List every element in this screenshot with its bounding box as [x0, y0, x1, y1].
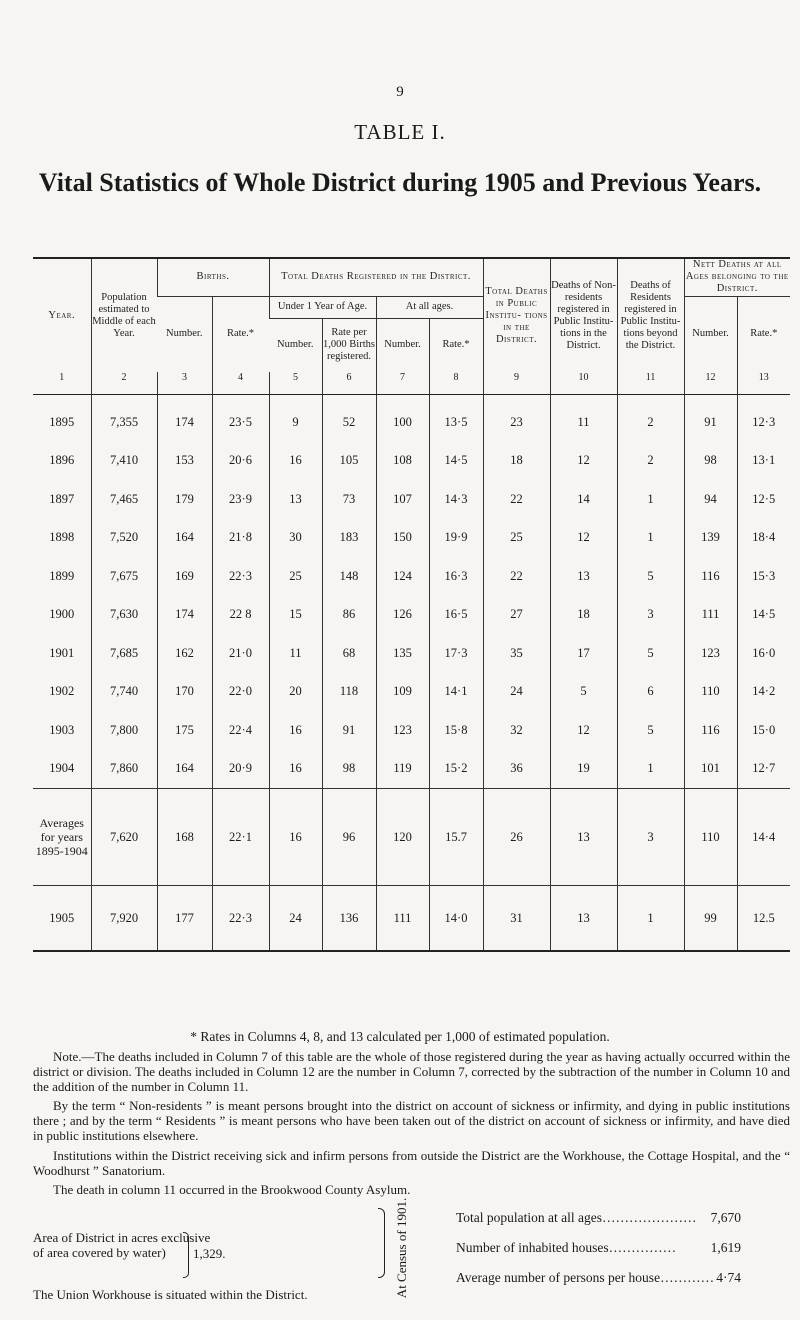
- table-cell: 153: [157, 442, 212, 481]
- table-cell: 11: [269, 634, 322, 673]
- table-cell: 124: [376, 557, 429, 596]
- vital-statistics-table: [33, 257, 790, 952]
- table-cell: 14·1: [429, 673, 483, 712]
- table-cell: 17: [550, 634, 617, 673]
- houses-value: 1,619: [710, 1240, 741, 1255]
- table-cell: 11: [550, 403, 617, 442]
- table-cell: 123: [684, 634, 737, 673]
- table-cell: 1: [617, 480, 684, 519]
- table-cell: 52: [322, 403, 376, 442]
- table-cell: 73: [322, 480, 376, 519]
- table-cell: 101: [684, 750, 737, 789]
- column-number: 8: [429, 372, 483, 395]
- table-cell: 18: [550, 596, 617, 635]
- houses-label: Number of inhabited houses: [456, 1240, 609, 1255]
- table-cell: 15·0: [737, 711, 790, 750]
- table-cell: 179: [157, 480, 212, 519]
- table-cell: 148: [322, 557, 376, 596]
- table-cell: 22 8: [212, 596, 269, 635]
- averages-cell: 120: [376, 789, 429, 886]
- table-cell: 22·4: [212, 711, 269, 750]
- table-label: TABLE I.: [354, 120, 446, 144]
- header-nett-number: Number.: [684, 296, 737, 372]
- table-cell: 12: [550, 442, 617, 481]
- table-cell: 1: [617, 750, 684, 789]
- table-row: [33, 750, 790, 789]
- table-cell: 32: [483, 711, 550, 750]
- header-births-number: Number.: [166, 328, 203, 340]
- averages-cell: 7,620: [91, 789, 157, 886]
- current-year-cell: 136: [322, 886, 376, 952]
- table-cell: 7,410: [91, 442, 157, 481]
- averages-cell: 26: [483, 789, 550, 886]
- table-cell: 183: [322, 519, 376, 558]
- row-year: 1895: [49, 414, 75, 429]
- current-year-cell: 12.5: [737, 886, 790, 952]
- current-year-cell: 24: [269, 886, 322, 952]
- column-number: 6: [322, 372, 376, 395]
- table-cell: 7,465: [91, 480, 157, 519]
- row-year: 1901: [49, 645, 75, 660]
- table-cell: 126: [376, 596, 429, 635]
- table-cell: 35: [483, 634, 550, 673]
- column-number: 11: [617, 372, 684, 395]
- table-cell: 5: [550, 673, 617, 712]
- table-cell: 25: [269, 557, 322, 596]
- residents-paragraph: By the term “ Non-residents ” is meant persons brought into the district on account of sickness or infirmity, and dying in public institutions there ; and by the term “ Residents ” is meant persons who have been taken out of the district on account of sickness or infirmity, and have died in public institutions elsewhere.: [33, 1098, 790, 1143]
- table-cell: 7,355: [91, 403, 157, 442]
- persons-label: Average number of persons per house: [456, 1270, 661, 1285]
- table-cell: 19·9: [429, 519, 483, 558]
- current-year-cell: 1: [617, 886, 684, 952]
- table-cell: 170: [157, 673, 212, 712]
- table-cell: 18: [483, 442, 550, 481]
- area-label: Area of District in acres exclusive of area covered by water): [33, 1230, 211, 1260]
- row-year: 1903: [49, 722, 75, 737]
- table-cell: 20·9: [212, 750, 269, 789]
- note-paragraph: Note.—The deaths included in Column 7 of this table are the whole of those registered during the year as having actually occurred within the district or division. The deaths included in Column 12 are the number in Column 7, corrected by the subtraction of the number in Column 10 and the addition of the number in Column 11.: [33, 1049, 790, 1094]
- averages-cell: 15.7: [429, 789, 483, 886]
- row-year: 1897: [49, 491, 75, 506]
- table-cell: 7,685: [91, 634, 157, 673]
- table-cell: 14·5: [429, 442, 483, 481]
- header-total-deaths-registered: Total Deaths Registered in the District.: [269, 258, 483, 296]
- table-cell: 105: [322, 442, 376, 481]
- table-cell: 13: [550, 557, 617, 596]
- table-row: [33, 519, 790, 558]
- table-cell: 174: [157, 403, 212, 442]
- header-year: Year.: [48, 309, 76, 321]
- table-cell: 135: [376, 634, 429, 673]
- page-title: Vital Statistics of Whole District during 1905 and Previous Years.: [38, 168, 762, 197]
- averages-cell: 110: [684, 789, 737, 886]
- averages-row: [33, 789, 790, 886]
- table-cell: 14: [550, 480, 617, 519]
- table-cell: 150: [376, 519, 429, 558]
- table-row: [33, 711, 790, 750]
- table-cell: 22: [483, 557, 550, 596]
- table-cell: 23·5: [212, 403, 269, 442]
- table-cell: 17·3: [429, 634, 483, 673]
- row-year: 1900: [49, 607, 75, 622]
- header-nett-deaths: Nett Deaths at all Ages belonging to the District.: [685, 259, 789, 295]
- table-cell: 15·3: [737, 557, 790, 596]
- averages-cell: 22·1: [212, 789, 269, 886]
- table-cell: 21·0: [212, 634, 269, 673]
- row-year: 1899: [49, 568, 75, 583]
- table-cell: 109: [376, 673, 429, 712]
- table-cell: 13·1: [737, 442, 790, 481]
- header-residents-beyond: Deaths of Residents registered in Public Institu- tions beyond the District.: [617, 258, 684, 372]
- table-row: [33, 480, 790, 519]
- table-cell: 12·5: [737, 480, 790, 519]
- table-cell: 7,860: [91, 750, 157, 789]
- table-cell: 15·8: [429, 711, 483, 750]
- table-cell: 1: [617, 519, 684, 558]
- table-cell: 30: [269, 519, 322, 558]
- table-cell: 98: [684, 442, 737, 481]
- averages-label: Averages for years 1895-1904: [33, 789, 91, 886]
- table-cell: 14·2: [737, 673, 790, 712]
- table-cell: 2: [617, 403, 684, 442]
- table-cell: 21·8: [212, 519, 269, 558]
- column-number: 2: [91, 372, 157, 395]
- table-cell: 24: [483, 673, 550, 712]
- table-cell: 12: [550, 519, 617, 558]
- header-all-ages-number: Number.: [376, 318, 429, 372]
- table-cell: 162: [157, 634, 212, 673]
- table-cell: 16·0: [737, 634, 790, 673]
- column-number: 10: [550, 372, 617, 395]
- current-year-cell: 177: [157, 886, 212, 952]
- table-cell: 164: [157, 519, 212, 558]
- table-row: [33, 442, 790, 481]
- averages-cell: 13: [550, 789, 617, 886]
- table-cell: 7,800: [91, 711, 157, 750]
- current-year-cell: 13: [550, 886, 617, 952]
- table-cell: 12·7: [737, 750, 790, 789]
- table-cell: 2: [617, 442, 684, 481]
- table-cell: 18·4: [737, 519, 790, 558]
- column-number: 4: [212, 372, 269, 395]
- table-cell: 91: [684, 403, 737, 442]
- averages-cell: 168: [157, 789, 212, 886]
- current-year-cell: 99: [684, 886, 737, 952]
- table-cell: 15·2: [429, 750, 483, 789]
- table-cell: 118: [322, 673, 376, 712]
- table-cell: 108: [376, 442, 429, 481]
- averages-cell: 3: [617, 789, 684, 886]
- table-cell: 22: [483, 480, 550, 519]
- rates-footnote: * Rates in Columns 4, 8, and 13 calculated per 1,000 of estimated population.: [190, 1029, 610, 1044]
- census-side-label: At Census of 1901.: [394, 1197, 409, 1299]
- header-nett-rate: Rate.*: [737, 296, 790, 372]
- averages-cell: 14·4: [737, 789, 790, 886]
- table-cell: 16: [269, 711, 322, 750]
- table-cell: 12: [550, 711, 617, 750]
- table-cell: 100: [376, 403, 429, 442]
- table-cell: 13: [269, 480, 322, 519]
- table-cell: 94: [684, 480, 737, 519]
- header-under-1-number: Number.: [277, 339, 314, 351]
- table-cell: 25: [483, 519, 550, 558]
- table-cell: 16·3: [429, 557, 483, 596]
- table-cell: 36: [483, 750, 550, 789]
- table-cell: 175: [157, 711, 212, 750]
- table-cell: 27: [483, 596, 550, 635]
- column-number: 3: [157, 372, 212, 395]
- table-cell: 116: [684, 711, 737, 750]
- row-year: 1898: [49, 530, 75, 545]
- averages-cell: 96: [322, 789, 376, 886]
- header-under-1-rate: Rate per 1,000 Births registered.: [322, 318, 376, 372]
- census-summary: Total population at all ages………………… 7,670 Number of inhabited houses…………… 1,619 Average number of persons per house………… 4·74: [456, 1210, 741, 1285]
- column-number: 13: [737, 372, 790, 395]
- column-number: 12: [684, 372, 737, 395]
- column-number: 5: [269, 372, 322, 395]
- header-all-ages-rate: Rate.*: [429, 318, 483, 372]
- census-brace: [378, 1208, 385, 1278]
- header-births-rate: Rate.*: [212, 296, 269, 372]
- current-year-row: [33, 886, 790, 952]
- table-row: [33, 557, 790, 596]
- table-cell: 7,520: [91, 519, 157, 558]
- table-cell: 7,630: [91, 596, 157, 635]
- table-row: [33, 596, 790, 635]
- table-cell: 98: [322, 750, 376, 789]
- current-year-cell: 14·0: [429, 886, 483, 952]
- table-cell: 86: [322, 596, 376, 635]
- table-cell: 91: [322, 711, 376, 750]
- header-population: Population estimated to Middle of each Year.: [91, 258, 157, 372]
- header-all-ages: At all ages.: [376, 296, 483, 318]
- table-cell: 7,675: [91, 557, 157, 596]
- brookwood-sentence: The death in column 11 occurred in the Brookwood County Asylum.: [53, 1182, 411, 1197]
- table-cell: 12·3: [737, 403, 790, 442]
- table-cell: 169: [157, 557, 212, 596]
- table-cell: 5: [617, 634, 684, 673]
- column-number: 1: [33, 372, 91, 395]
- table-cell: 16: [269, 750, 322, 789]
- table-cell: 3: [617, 596, 684, 635]
- table-cell: 111: [684, 596, 737, 635]
- total-population-value: 7,670: [710, 1210, 741, 1225]
- current-year-cell: 31: [483, 886, 550, 952]
- area-value: 1,329.: [193, 1246, 226, 1261]
- current-year-cell: 7,920: [91, 886, 157, 952]
- table-cell: 13·5: [429, 403, 483, 442]
- table-cell: 5: [617, 711, 684, 750]
- page-number: 9: [396, 84, 404, 100]
- table-cell: 116: [684, 557, 737, 596]
- row-year: 1904: [49, 761, 75, 776]
- table-cell: 20·6: [212, 442, 269, 481]
- table-cell: 174: [157, 596, 212, 635]
- table-cell: 16: [269, 442, 322, 481]
- table-cell: 123: [376, 711, 429, 750]
- row-year: 1896: [49, 453, 75, 468]
- table-cell: 6: [617, 673, 684, 712]
- table-cell: 68: [322, 634, 376, 673]
- table-cell: 20: [269, 673, 322, 712]
- current-year-label: 1905: [49, 910, 75, 925]
- table-cell: 164: [157, 750, 212, 789]
- row-year: 1902: [49, 684, 75, 699]
- table-cell: 23·9: [212, 480, 269, 519]
- persons-value: 4·74: [716, 1270, 741, 1285]
- table-cell: 15: [269, 596, 322, 635]
- institutions-paragraph: Institutions within the District receiving sick and infirm persons from outside the District are the Workhouse, the Cottage Hospital, and the “ Woodhurst ” Sanatorium.: [33, 1148, 790, 1178]
- header-under-1-year: Under 1 Year of Age.: [269, 296, 376, 318]
- table-cell: 22·3: [212, 557, 269, 596]
- table-cell: 5: [617, 557, 684, 596]
- table-cell: 139: [684, 519, 737, 558]
- column-number: 7: [376, 372, 429, 395]
- column-numbers-row: [33, 372, 790, 395]
- table-cell: 14·5: [737, 596, 790, 635]
- total-population-label: Total population at all ages: [456, 1210, 603, 1225]
- current-year-cell: 22·3: [212, 886, 269, 952]
- header-non-residents: Deaths of Non- residents registered in Public Institu- tions in the District.: [550, 258, 617, 372]
- table-cell: 9: [269, 403, 322, 442]
- table-cell: 22·0: [212, 673, 269, 712]
- table-cell: 119: [376, 750, 429, 789]
- column-number: 9: [483, 372, 550, 395]
- table-cell: 107: [376, 480, 429, 519]
- header-total-deaths-institutions: Total Deaths in Public Institu- tions in the District.: [483, 258, 550, 372]
- table-row: [33, 634, 790, 673]
- table-cell: 110: [684, 673, 737, 712]
- averages-cell: 16: [269, 789, 322, 886]
- table-cell: 14·3: [429, 480, 483, 519]
- header-births: Births.: [157, 258, 269, 296]
- area-brace: [183, 1232, 189, 1278]
- current-year-cell: 111: [376, 886, 429, 952]
- table-row: [33, 403, 790, 442]
- table-cell: 7,740: [91, 673, 157, 712]
- table-row: [33, 673, 790, 712]
- table-cell: 16·5: [429, 596, 483, 635]
- table-cell: 23: [483, 403, 550, 442]
- workhouse-note: The Union Workhouse is situated within the District.: [33, 1287, 308, 1302]
- table-cell: 19: [550, 750, 617, 789]
